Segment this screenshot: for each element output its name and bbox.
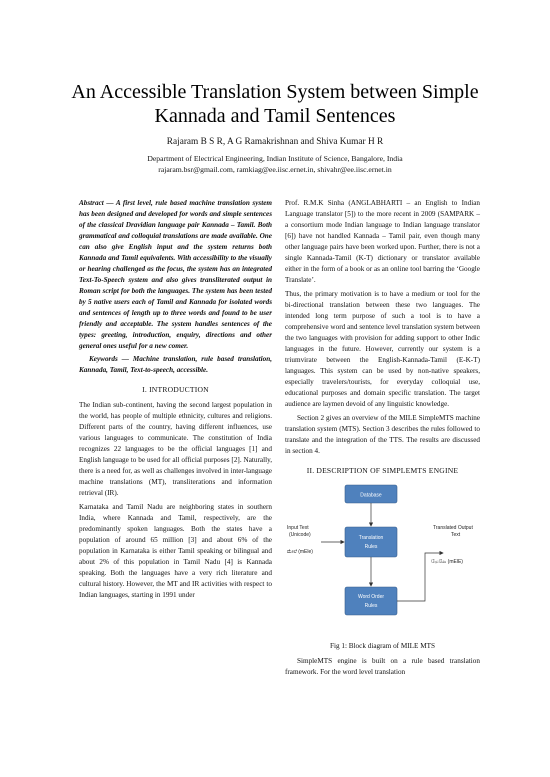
intro-paragraph-1: The Indian sub-continent, having the second largest population in the world, has people of multiple ethnicity, cultures and religions. Different parts of the country, having different influences, use various languages to communicate. The constitution of India recognizes 22 languages to be the official languages [1] and English language to be used for all official purposes [2]. Naturally, there is a need for, as well as challenges involved in inter-language machine translations (MT), transliterations and information retrieval (IR). bbox=[79, 401, 272, 497]
left-column bbox=[79, 198, 272, 601]
translation-rules-box bbox=[345, 527, 397, 557]
affiliation-emails: rajaram.bsr@gmail.com, ramkiag@ee.iisc.ernet.in, shivahr@ee.iisc.ernet.in bbox=[158, 165, 392, 174]
right-paragraph-3: Section 2 gives an overview of the MILE SimpleMTS machine translation system (MTS). Section 3 describes the rules followed to translate and the integration of the TTS. The results are discussed in section 4. bbox=[285, 414, 480, 455]
keywords: Keywords — Machine translation, rule based translation, Kannada, Tamil, Text-to-speech, accessible. bbox=[79, 355, 272, 374]
paper-authors: Rajaram B S R, A G Ramakrishnan and Shiva Kumar H R bbox=[166, 137, 384, 147]
paper-affiliation bbox=[40, 153, 510, 175]
affiliation-department: Department of Electrical Engineering, Indian Institute of Science, Bangalore, India bbox=[147, 154, 403, 163]
paper-title: An Accessible Translation System between Simple Kannada and Tamil Sentences bbox=[71, 81, 479, 127]
abstract: Abstract — A first level, rule based machine translation system has been designed and developed for words and simple sentences of the classical Dravidian language pair Kannada – Tamil. Both grammatical and colloquial translations are made available. One can also give English input and the system returns both Kannada and Tamil equivalents. With accessibility to the visually or hearing challenged as the focus, the system has an integrated Text-To-Speech system and also gives transliterated output in Roman script for both the languages. The system has been tested by 5 native users each of Tamil and Kannada for isolated words and sentences of length up to three words and found to be user friendly and acceptable. The system handles sentences of the types: greeting, introduction, enquiry, directions and other general ones useful for a new comer. bbox=[79, 199, 272, 350]
right-paragraph-4: SimpleMTS engine is built on a rule based translation framework. For the word level translation bbox=[285, 657, 480, 676]
block-diagram bbox=[285, 481, 480, 639]
figure-caption: Fig 1: Block diagram of MILE MTS bbox=[329, 642, 435, 650]
input-text-label: Input Text bbox=[287, 525, 309, 531]
output-label: Translated Output bbox=[433, 525, 473, 531]
database-label: Database bbox=[360, 492, 382, 499]
section-heading-description: II. DESCRIPTION OF SIMPLEMTS ENGINE bbox=[306, 466, 459, 475]
intro-paragraph-2: Karnataka and Tamil Nadu are neighboring states in southern India, where Kannada and Tamil, respectively, are the predominantly spoken languages. Both the states have a population of around 65 million [3] and about 6% of the population in Karnataka is either Tamil speaking or bilingual and about 2% of this population in Tamil Nadu [4] is Kannada speaking. Both the languages have a very rich literature and cultural history. However, the MT and IR activities with respect to Indian languages, starting in 1991 under bbox=[79, 503, 272, 599]
block-diagram-figure bbox=[285, 481, 480, 639]
word-order-rules-label: Rules bbox=[364, 603, 378, 609]
translation-label: Translation bbox=[358, 535, 384, 541]
right-paragraph-2: Thus, the primary motivation is to have a medium or tool for the bi-directional translation between these two languages. The intended long term purpose of such a tool is to have a comprehensive word and sentence level translation system between the two languages with provision for adding support to other Indic languages in the future. However, currently our system is a triumvirate between the English-Kannada-Tamil (E-K-T) languages. This system can be used by non-native speakers, especially travelers/tourists, for everyday colloquial use, educational purposes and domain specific translation. The target audience are laymen devoid of any linguistic knowledge. bbox=[285, 290, 480, 408]
translation-rules-label: Rules bbox=[364, 544, 378, 550]
section-heading-introduction: I. INTRODUCTION bbox=[142, 385, 209, 394]
right-paragraph-1: Prof. R.M.K Sinha (ANGLABHARTI – an English to Indian Language translator [5]) to the more recent in 2009 (SAMPARK – a consortium mode Indian language to Indian language translator [6]) have not handled Kannada – Tamil pair, even though many other language pairs have been worked upon. Further, there is not a single Kannada-Tamil (K-T) dictionary or translator available either in the form of a book or as an online tool barring the ‘Google Translate’. bbox=[285, 199, 480, 284]
word-order-box bbox=[345, 587, 397, 615]
output-text-label: Text bbox=[451, 532, 461, 538]
word-order-label: Word Order bbox=[357, 594, 385, 600]
input-sample: ಮೇಲೆ (mEle) bbox=[287, 549, 313, 555]
right-column bbox=[285, 198, 480, 678]
input-unicode-label: (Unicode) bbox=[289, 532, 311, 538]
output-sample: மேலே (mElE) bbox=[431, 559, 463, 565]
